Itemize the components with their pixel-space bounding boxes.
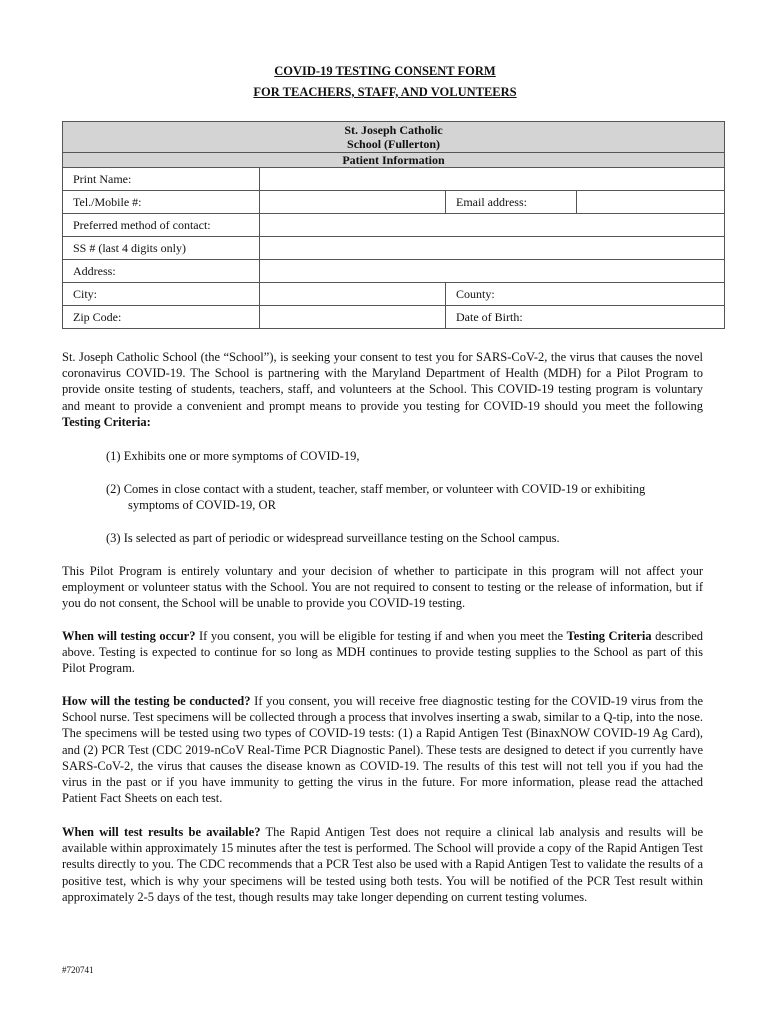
how-conducted-answer: If you consent, you will receive free diagnostic testing for the COVID-19 virus from the School nurse. Test specimens will be collected through a process that involves inserting a swab, similar to a Q-tip, into the nose. The specimens will be tested using two types of COVID-19 tests: (1) a Rapid Antigen Test (BinaxNOW COVID-19 Ag Card), and (2) PCR Test (CDC 2019-nCoV Real-Time PCR Diagnostic Panel). These tests are designed to detect if you currently have SARS-CoV-2, the virus that causes the disease known as COVID-19. The results of this test will not tell you if you had the virus in the past or if you have immunity to getting the virus in the future. For more information, please read the attached Patient Fact Sheets on each test. (62, 694, 704, 806)
criteria-item-3: (3) Is selected as part of periodic or widespread surveillance testing on the School campus. (106, 531, 560, 545)
print-name-label: Print Name: (63, 168, 260, 191)
when-testing-answer-2: described above. Testing is expected to continue for so long as MDH continues to provide testing supplies to the School as part of this Pilot Program. (62, 629, 703, 676)
tel-mobile-label: Tel./Mobile #: (63, 191, 260, 214)
email-field[interactable] (577, 191, 725, 214)
county-label: County: (446, 283, 725, 306)
pilot-paragraph: This Pilot Program is entirely voluntary and your decision of whether to participate in this program will not affect your employment or volunteer status with the School. You are not required to consent to testing or the release of information, but if you do not consent, the School will be unable to provide you COVID-19 testing. (62, 564, 703, 611)
intro-paragraph (62, 349, 703, 430)
city-label: City: (63, 283, 260, 306)
zip-field[interactable] (260, 306, 446, 329)
when-testing-question: When will testing occur? (62, 629, 196, 643)
school-name-line2: School (Fullerton) (347, 137, 441, 151)
zip-label: Zip Code: (63, 306, 260, 329)
tel-mobile-field[interactable] (260, 191, 446, 214)
testing-criteria-ref: Testing Criteria (566, 629, 652, 643)
preferred-contact-label: Preferred method of contact: (63, 214, 260, 237)
how-conducted-paragraph (62, 693, 703, 806)
email-label: Email address: (446, 191, 577, 214)
school-name-line1: St. Joseph Catholic (344, 123, 443, 137)
form-title-line1: COVID-19 TESTING CONSENT FORM (274, 64, 496, 78)
results-answer: The Rapid Antigen Test does not require a clinical lab analysis and results will be available within approximately 15 minutes after the test is performed. The School will provide a copy of the Rapid Antigen Test results directly to you. The CDC recommends that a PCR Test also be used with a Rapid Antigen Test to validate the results of a positive test, which is why your specimens will be tested using both tests. You will be notified of the PCR Test result within approximately 2-5 days of the test, though results may take longer depending on current testing volumes. (62, 825, 703, 904)
ssn-field[interactable] (260, 237, 725, 260)
criteria-item-1: (1) Exhibits one or more symptoms of COVID-19, (106, 449, 360, 463)
how-conducted-question: How will the testing be conducted? (62, 694, 251, 708)
patient-info-table (62, 121, 725, 329)
testing-criteria-heading: Testing Criteria: (62, 414, 151, 429)
when-testing-paragraph (62, 628, 703, 677)
school-name-header (63, 122, 725, 153)
results-paragraph (62, 824, 703, 905)
document-id: #720741 (62, 965, 94, 975)
criteria-item-2-line2: symptoms of COVID-19, OR (128, 498, 276, 513)
when-testing-answer-1: If you consent, you will be eligible for testing if and when you meet the (195, 629, 567, 643)
results-question: When will test results be available? (62, 825, 261, 839)
criteria-item-2 (106, 481, 706, 513)
criteria-item-2-line1: (2) Comes in close contact with a student, teacher, staff member, or volunteer with COVID-19 or exhibiting (106, 482, 646, 496)
address-field[interactable] (260, 260, 725, 283)
form-title-line2: FOR TEACHERS, STAFF, AND VOLUNTEERS (253, 85, 517, 99)
intro-text: St. Joseph Catholic School (the “School”), is seeking your consent to test you for SARS-CoV-2, the virus that causes the novel coronavirus COVID-19. The School is partnering with the Maryland Department of Health (MDH) for a Pilot Program to provide onsite testing of students, teachers, staff, and volunteers at the School. This COVID-19 testing program is voluntary and meant to provide a convenient and prompt means to provide you testing for COVID-19 should you meet the following (62, 350, 703, 413)
ssn-label: SS # (last 4 digits only) (63, 237, 260, 260)
print-name-field[interactable] (260, 168, 725, 191)
patient-information-header: Patient Information (63, 153, 725, 168)
dob-label: Date of Birth: (446, 306, 725, 329)
city-field[interactable] (260, 283, 446, 306)
preferred-contact-field[interactable] (260, 214, 725, 237)
address-label: Address: (63, 260, 260, 283)
